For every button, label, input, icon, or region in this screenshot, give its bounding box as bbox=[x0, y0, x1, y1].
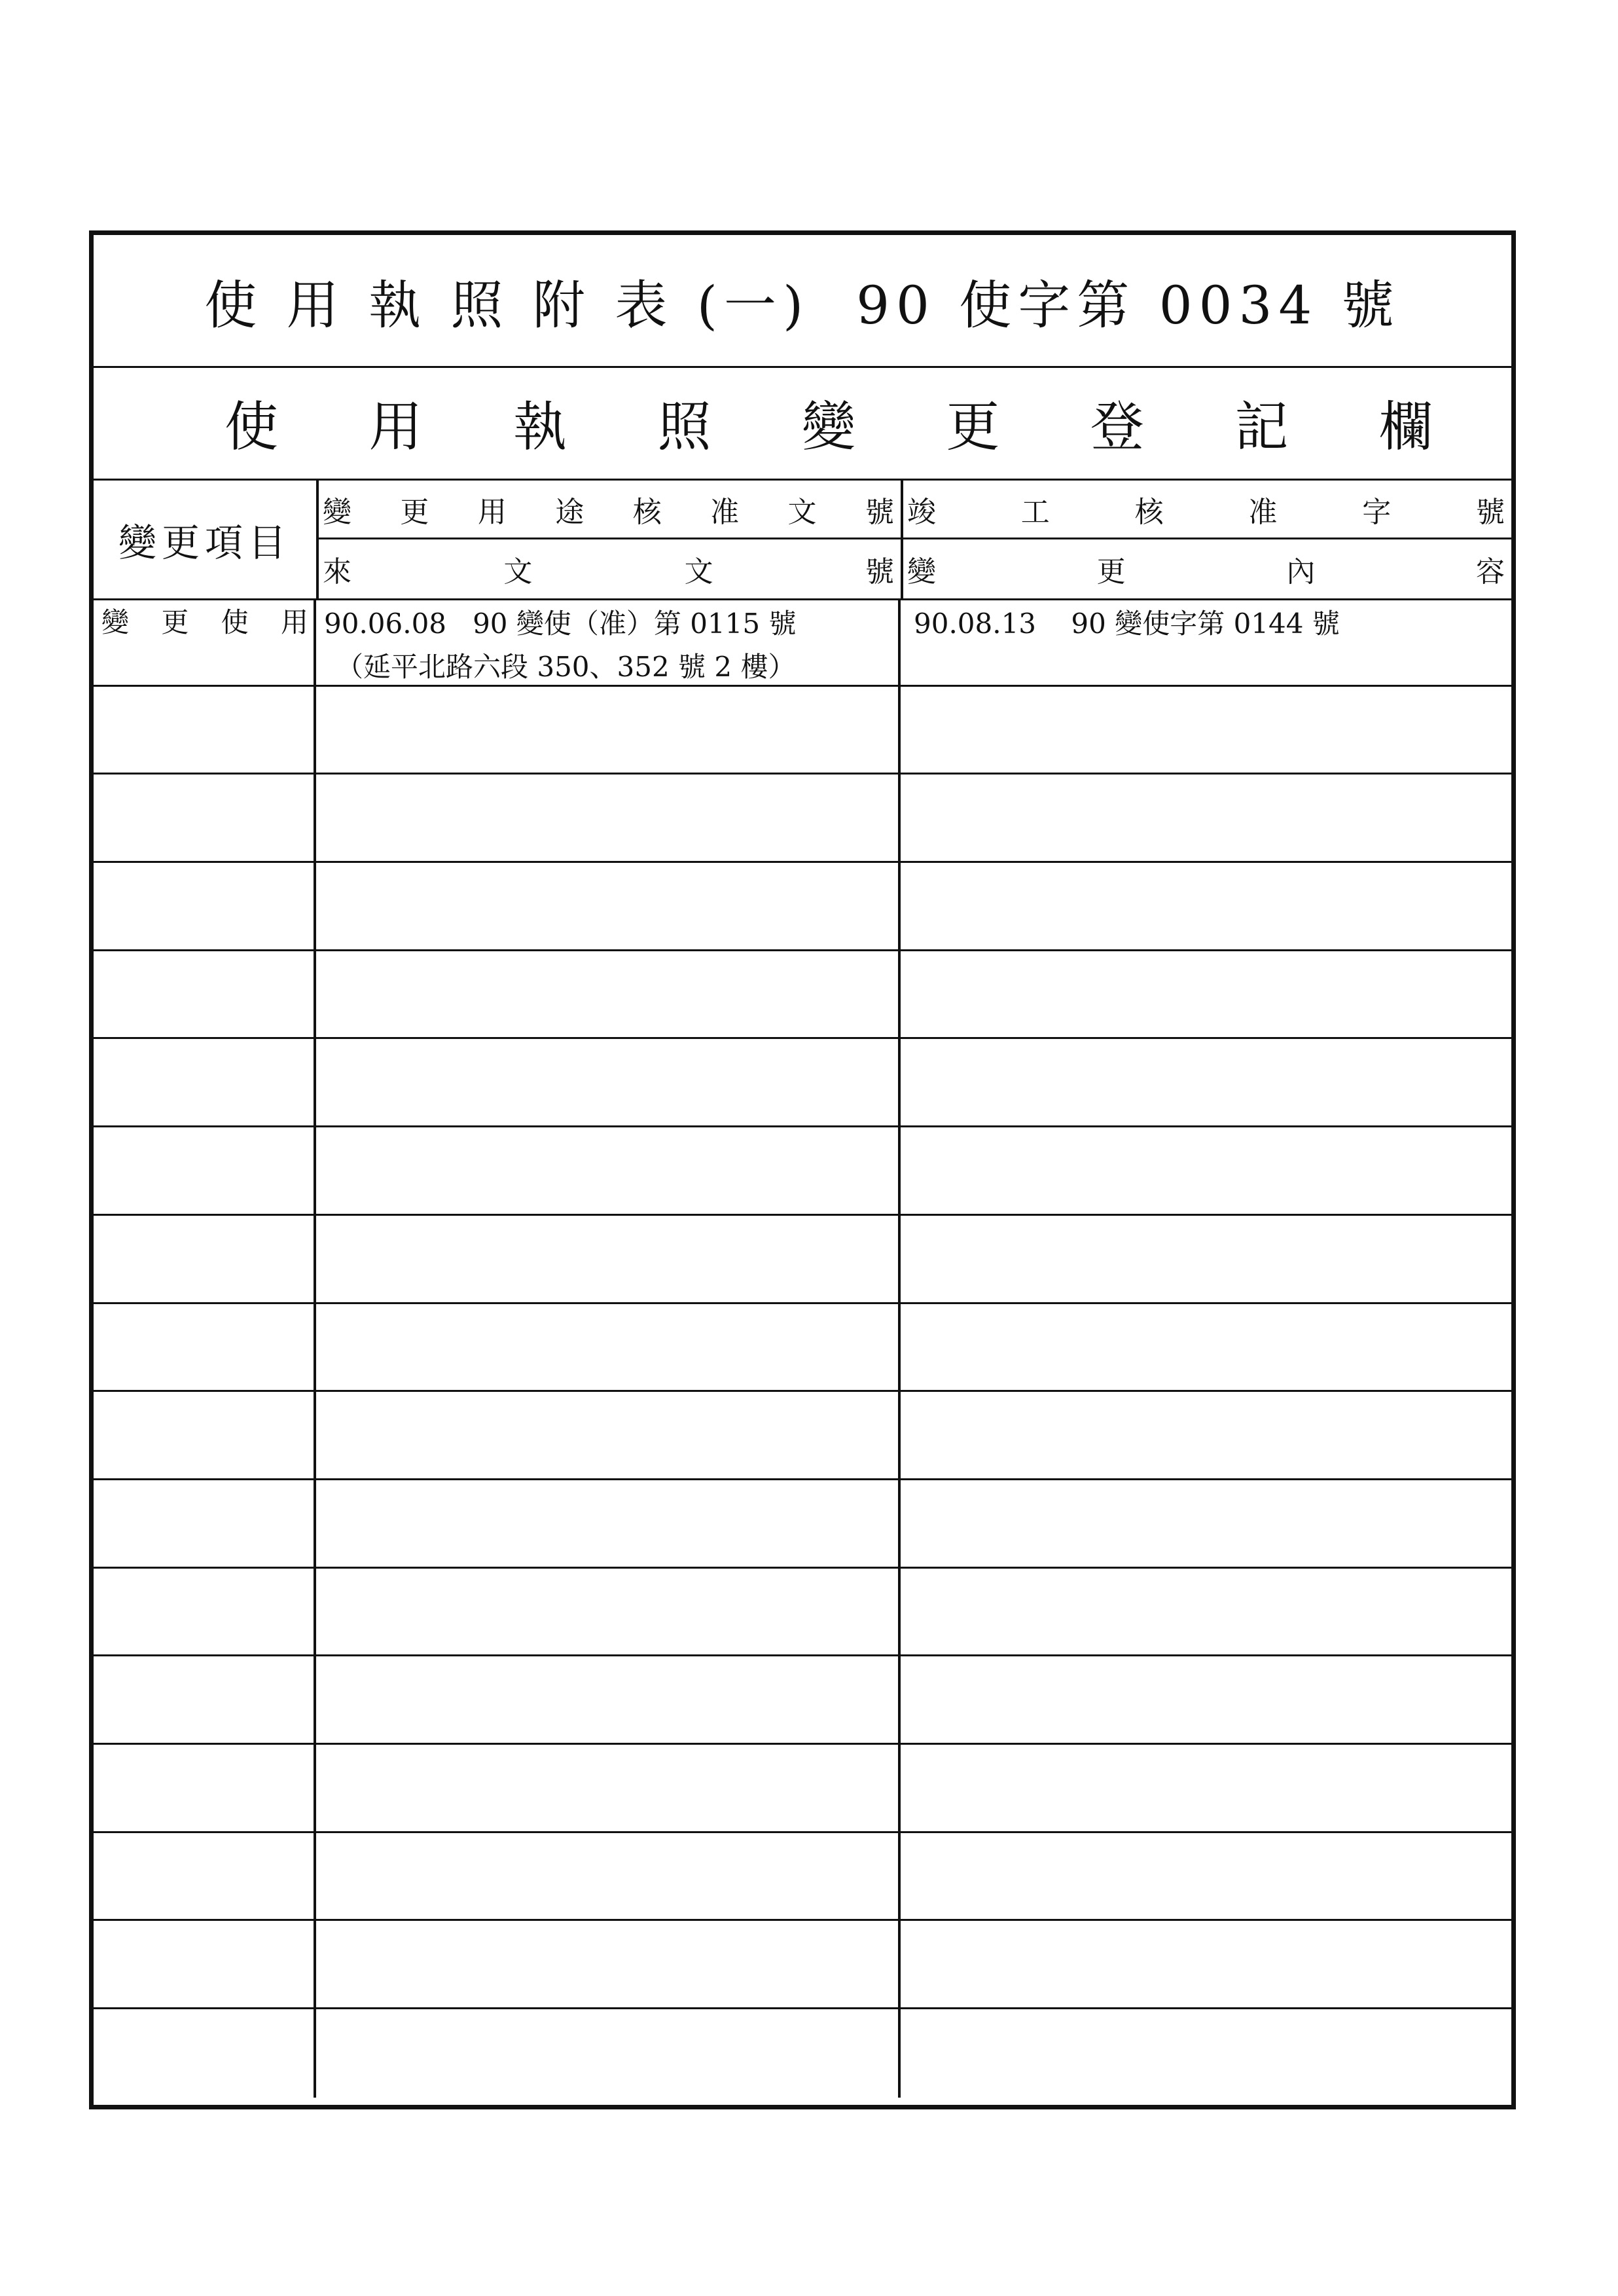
approval-number-text: 90.06.08 90 變使（准）第 0115 號 bbox=[324, 608, 797, 640]
approval-cell bbox=[316, 1392, 901, 1478]
change-item-text bbox=[94, 598, 314, 640]
subtitle-char: 欄 bbox=[1378, 395, 1433, 458]
header-char: 號 bbox=[1475, 495, 1505, 529]
completion-cell bbox=[901, 1304, 1511, 1391]
subtitle-char: 登 bbox=[1090, 395, 1144, 458]
table-row bbox=[94, 951, 1511, 1040]
header-incoming-doc-number bbox=[316, 539, 901, 598]
header-char: 更 bbox=[1096, 555, 1126, 589]
change-item-cell bbox=[94, 951, 316, 1038]
header-char: 准 bbox=[1248, 495, 1278, 529]
approval-cell bbox=[316, 774, 901, 861]
table-header bbox=[94, 481, 1511, 600]
header-char: 號 bbox=[865, 555, 894, 589]
completion-cell bbox=[901, 774, 1511, 861]
header-char: 來 bbox=[323, 555, 351, 589]
approval-cell bbox=[316, 1745, 901, 1831]
approval-cell bbox=[316, 863, 901, 949]
header-char: 內 bbox=[1286, 555, 1316, 589]
change-item-cell bbox=[94, 863, 316, 949]
change-item-cell bbox=[94, 774, 316, 861]
header-char: 用 bbox=[477, 495, 507, 529]
change-item-cell bbox=[94, 687, 316, 773]
approval-cell bbox=[316, 687, 901, 773]
approval-cell bbox=[316, 951, 901, 1038]
table-body bbox=[94, 598, 1511, 2105]
subtitle-char: 使 bbox=[225, 395, 279, 458]
table-row bbox=[94, 1304, 1511, 1393]
approval-cell bbox=[316, 598, 901, 685]
table-row bbox=[94, 687, 1511, 775]
header-char: 容 bbox=[1475, 555, 1505, 589]
completion-cell bbox=[901, 1569, 1511, 1655]
header-char: 工 bbox=[1020, 495, 1050, 529]
header-char: 核 bbox=[1134, 495, 1164, 529]
table-row bbox=[94, 1216, 1511, 1304]
header-char: 文 bbox=[787, 495, 817, 529]
change-item-cell bbox=[94, 1656, 316, 1743]
header-char: 途 bbox=[555, 495, 584, 529]
change-item-cell bbox=[94, 2009, 316, 2098]
subtitle-char: 執 bbox=[512, 395, 567, 458]
header-char: 變 bbox=[907, 555, 936, 589]
completion-cell bbox=[901, 1833, 1511, 1920]
table-row bbox=[94, 1656, 1511, 1745]
header-completion-number bbox=[901, 481, 1511, 539]
completion-number-text: 90.08.13 90 變使字第 0144 號 bbox=[914, 608, 1340, 640]
header-change-item: 變更項目 bbox=[94, 481, 319, 598]
item-char: 更 bbox=[161, 606, 189, 638]
header-char: 號 bbox=[865, 495, 894, 529]
completion-cell bbox=[901, 1127, 1511, 1214]
approval-cell bbox=[316, 1216, 901, 1302]
approval-cell bbox=[316, 1656, 901, 1743]
change-item-cell bbox=[94, 598, 316, 685]
change-item-cell bbox=[94, 1480, 316, 1567]
table-row bbox=[94, 1480, 1511, 1569]
approval-cell bbox=[316, 1569, 901, 1655]
completion-cell bbox=[901, 2009, 1511, 2098]
table-row bbox=[94, 598, 1511, 687]
table-row bbox=[94, 1127, 1511, 1216]
completion-cell bbox=[901, 1039, 1511, 1125]
header-char: 竣 bbox=[907, 495, 936, 529]
header-approval-column bbox=[316, 481, 903, 598]
subtitle-char: 變 bbox=[801, 395, 855, 458]
approval-cell bbox=[316, 1039, 901, 1125]
header-char: 更 bbox=[400, 495, 429, 529]
change-item-cell bbox=[94, 1569, 316, 1655]
subtitle-char: 記 bbox=[1234, 395, 1289, 458]
completion-cell bbox=[901, 1656, 1511, 1743]
approval-cell bbox=[316, 1921, 901, 2007]
subtitle-char: 用 bbox=[369, 395, 423, 458]
table-row bbox=[94, 774, 1511, 863]
table-row bbox=[94, 1745, 1511, 1833]
completion-cell bbox=[901, 1745, 1511, 1831]
item-char: 使 bbox=[221, 606, 249, 638]
change-item-cell bbox=[94, 1127, 316, 1214]
completion-cell bbox=[901, 1216, 1511, 1302]
approval-cell bbox=[316, 1127, 901, 1214]
table-row bbox=[94, 1392, 1511, 1480]
subtitle-char: 照 bbox=[657, 395, 711, 458]
table-row bbox=[94, 863, 1511, 951]
header-char: 文 bbox=[684, 555, 713, 589]
completion-cell bbox=[901, 1480, 1511, 1567]
header-completion-column bbox=[901, 481, 1511, 598]
approval-cell bbox=[316, 1833, 901, 1920]
table-row bbox=[94, 1833, 1511, 1922]
change-item-cell bbox=[94, 1304, 316, 1391]
approval-cell bbox=[316, 2009, 901, 2098]
approval-cell bbox=[316, 1304, 901, 1391]
change-item-cell bbox=[94, 1392, 316, 1478]
approval-cell bbox=[316, 1480, 901, 1567]
table-row bbox=[94, 1039, 1511, 1127]
completion-cell bbox=[901, 863, 1511, 949]
usage-permit-form bbox=[89, 230, 1516, 2109]
form-title: 使 用 執 照 附 表 (一) 90 使字第 0034 號 bbox=[204, 274, 1401, 336]
change-item-cell bbox=[94, 1833, 316, 1920]
change-item-cell bbox=[94, 1745, 316, 1831]
header-approval-doc-number bbox=[316, 481, 901, 539]
form-title-row bbox=[94, 235, 1511, 368]
table-row bbox=[94, 2009, 1511, 2098]
completion-cell bbox=[901, 951, 1511, 1038]
header-char: 字 bbox=[1362, 495, 1392, 529]
subtitle-char: 更 bbox=[946, 395, 1000, 458]
header-char: 變 bbox=[323, 495, 351, 529]
table-row bbox=[94, 1921, 1511, 2009]
completion-cell bbox=[901, 1392, 1511, 1478]
change-item-cell bbox=[94, 1039, 316, 1125]
header-char: 准 bbox=[710, 495, 740, 529]
approval-address-text: （延平北路六段 350、352 號 2 樓） bbox=[336, 651, 796, 683]
change-item-cell bbox=[94, 1216, 316, 1302]
form-subtitle-row bbox=[94, 366, 1511, 481]
form-subtitle bbox=[225, 384, 1433, 461]
header-char: 文 bbox=[503, 555, 533, 589]
item-char: 用 bbox=[280, 606, 308, 638]
completion-cell bbox=[901, 687, 1511, 773]
completion-cell bbox=[901, 598, 1511, 685]
item-char: 變 bbox=[101, 606, 130, 638]
header-char: 核 bbox=[632, 495, 662, 529]
header-change-content bbox=[901, 539, 1511, 598]
change-item-cell bbox=[94, 1921, 316, 2007]
table-row bbox=[94, 1569, 1511, 1657]
completion-cell bbox=[901, 1921, 1511, 2007]
